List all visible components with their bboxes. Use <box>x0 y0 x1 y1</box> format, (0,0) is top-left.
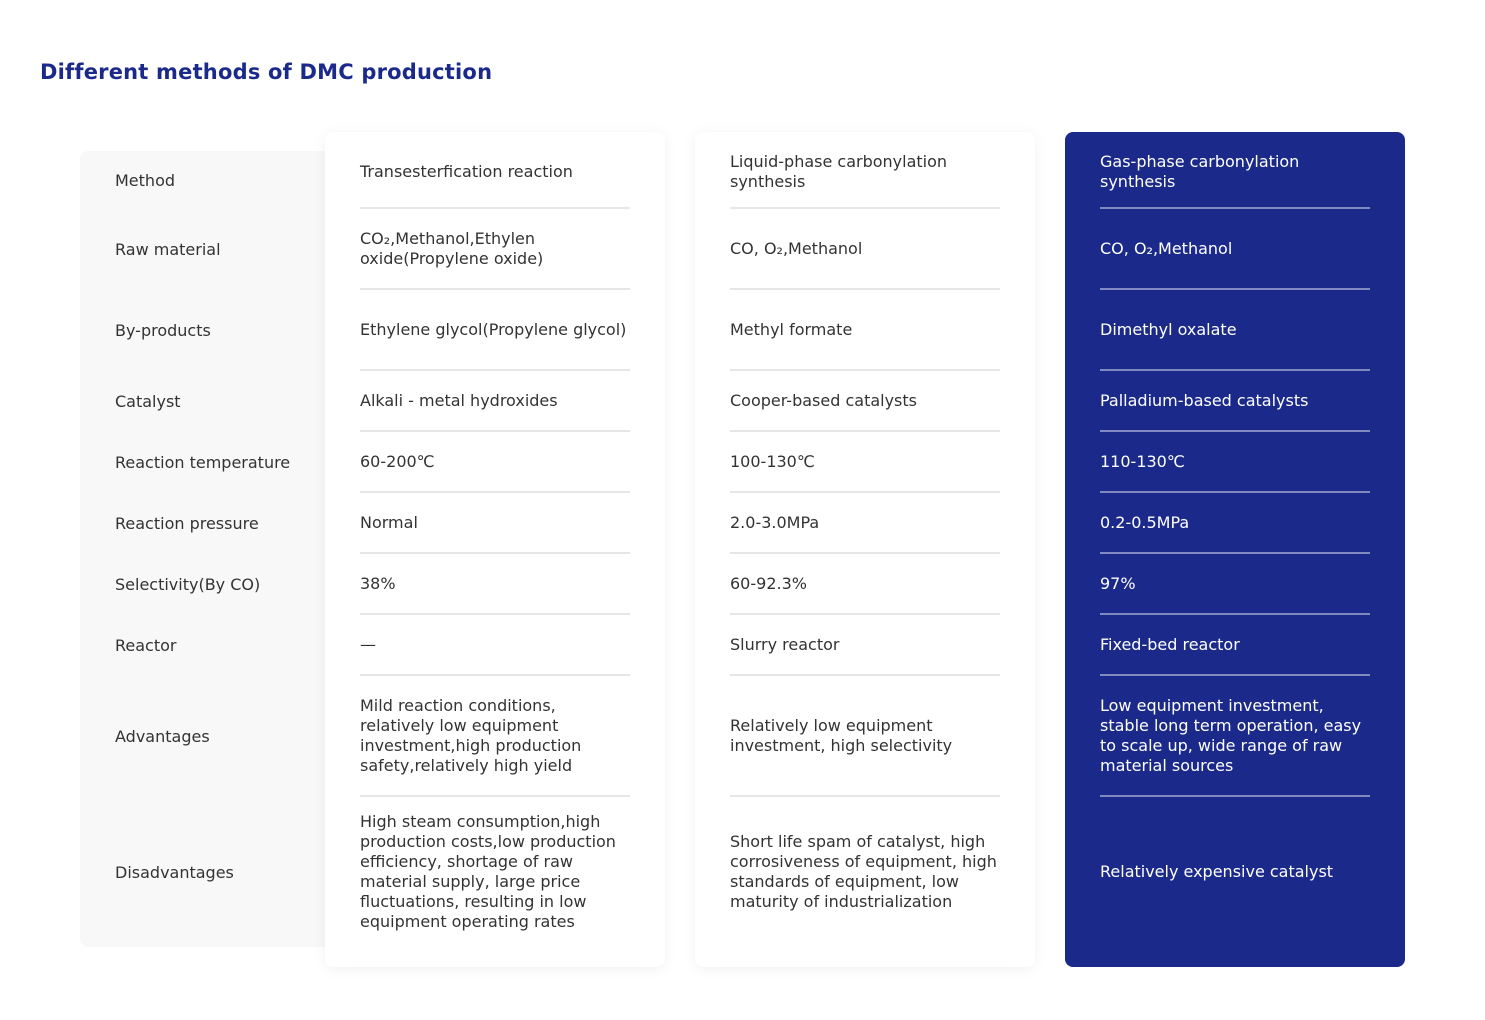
row-label-disadvantages: Disadvantages <box>115 862 234 882</box>
cell-value: Methyl formate <box>730 319 853 339</box>
cell-reaction-temperature <box>730 432 1000 493</box>
cell-method <box>360 132 630 209</box>
cell-raw-material <box>730 209 1000 290</box>
cell-catalyst <box>730 371 1000 432</box>
cell-selectivity <box>1100 554 1370 615</box>
cell-disadvantages <box>360 797 630 947</box>
cell-value: Mild reaction conditions, relatively low equipment investment,high production safety,relatively high yield <box>360 695 582 775</box>
cell-reaction-pressure <box>730 493 1000 554</box>
cell-reactor <box>730 615 1000 676</box>
cell-value: 110-130℃ <box>1100 451 1185 471</box>
cell-value: Alkali - metal hydroxides <box>360 390 558 410</box>
method-card-liquid-phase <box>695 132 1035 967</box>
cell-value: Cooper-based catalysts <box>730 390 917 410</box>
cell-value: 60-92.3% <box>730 573 807 593</box>
row-label-reactor: Reactor <box>115 636 177 655</box>
cell-reaction-temperature <box>360 432 630 493</box>
cell-selectivity <box>730 554 1000 615</box>
row-label-selectivity: Selectivity(By CO) <box>115 575 261 594</box>
page-title: Different methods of DMC production <box>40 60 493 84</box>
row-label-reaction-pressure: Reaction pressure <box>115 514 259 533</box>
cell-value: Palladium-based catalysts <box>1100 390 1309 410</box>
row-label-advantages: Advantages <box>115 727 210 746</box>
cell-value: 2.0-3.0MPa <box>730 512 820 532</box>
cell-value: 0.2-0.5MPa <box>1100 512 1190 532</box>
cell-value: Dimethyl oxalate <box>1100 319 1237 339</box>
cell-advantages <box>360 676 630 797</box>
cell-by-products <box>1100 290 1370 371</box>
cell-reaction-pressure <box>1100 493 1370 554</box>
cell-reactor <box>1100 615 1370 676</box>
row-label-raw-material: Raw material <box>115 240 221 259</box>
cell-raw-material <box>1100 209 1370 290</box>
row-label-by-products: By-products <box>115 321 211 340</box>
cell-reaction-temperature <box>1100 432 1370 493</box>
cell-value: Liquid-phase carbonylation synthesis <box>730 151 948 191</box>
cell-by-products <box>360 290 630 371</box>
cell-value: 97% <box>1100 573 1136 593</box>
cell-catalyst <box>1100 371 1370 432</box>
cell-value: 60-200℃ <box>360 451 435 471</box>
cell-method <box>1100 132 1370 209</box>
cell-selectivity <box>360 554 630 615</box>
cell-catalyst <box>360 371 630 432</box>
cell-value: CO, O₂,Methanol <box>730 238 863 258</box>
cell-value: High steam consumption,high production costs,low production efficiency, shortage of raw material supply, large price fluctuations, resulting in low equipment operating rates <box>360 812 616 931</box>
row-label-method: Method <box>115 170 176 190</box>
method-card-transesterification <box>325 132 665 967</box>
cell-value: Low equipment investment, stable long term operation, easy to scale up, wide range of raw material sources <box>1100 695 1362 775</box>
method-card-gas-phase <box>1065 132 1405 967</box>
cell-reactor <box>360 615 630 676</box>
cell-disadvantages <box>1100 797 1370 947</box>
cell-raw-material <box>360 209 630 290</box>
cell-value: 38% <box>360 573 396 593</box>
cell-value: Short life spam of catalyst, high corrosiveness of equipment, high standards of equipment, low maturity of industrialization <box>730 832 997 911</box>
cell-method <box>730 132 1000 209</box>
cell-value: Relatively expensive catalyst <box>1100 862 1334 881</box>
cell-value: Fixed-bed reactor <box>1100 634 1240 654</box>
cell-value: Transesterfication reaction <box>360 161 573 181</box>
cell-disadvantages <box>730 797 1000 947</box>
cell-reaction-pressure <box>360 493 630 554</box>
cell-value: Normal <box>360 512 418 532</box>
cell-value: Gas-phase carbonylation synthesis <box>1100 151 1300 191</box>
cell-value: Relatively low equipment investment, high selectivity <box>730 715 953 755</box>
cell-value: CO₂,Methanol,Ethylen oxide(Propylene oxide) <box>360 228 544 268</box>
cell-value: — <box>360 634 376 654</box>
cell-advantages <box>730 676 1000 797</box>
cell-by-products <box>730 290 1000 371</box>
row-label-reaction-temperature: Reaction temperature <box>115 453 291 472</box>
cell-value: Slurry reactor <box>730 634 840 654</box>
cell-value: Ethylene glycol(Propylene glycol) <box>360 319 627 339</box>
cell-value: 100-130℃ <box>730 451 815 471</box>
cell-advantages <box>1100 676 1370 797</box>
cell-value: CO, O₂,Methanol <box>1100 238 1233 258</box>
row-label-catalyst: Catalyst <box>115 392 181 411</box>
